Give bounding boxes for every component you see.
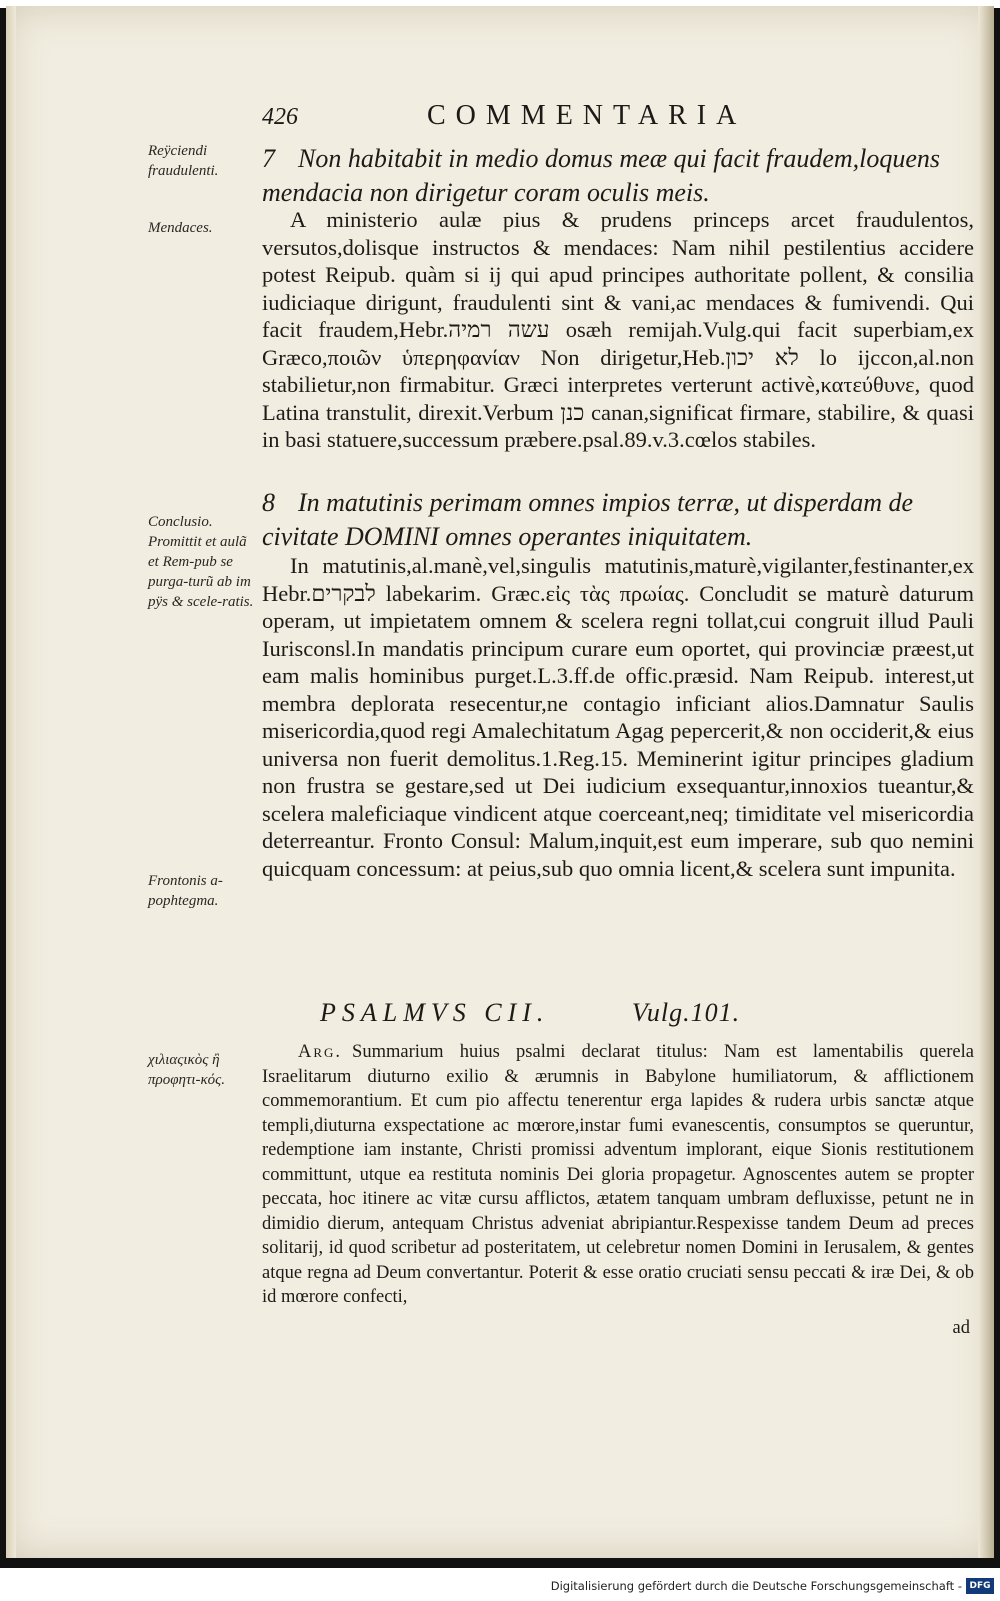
verse-text: Non habitabit in medio domus meæ qui facit fraudem,loquens mendacia non dirigetur coram oculis meis. (262, 144, 941, 207)
verse-number: 8 (262, 488, 275, 517)
commentary-text: In matutinis,al.manè,vel,singulis matutinis,maturè,vigilanter,festinanter,ex Hebr.לבקרים labekarim. Græc.εἰς τὰς πρωίας. Concludit se maturè daturum operam, ut impietatem omnem & scelera regni tollat,cui congruit illud Pauli Iurisconsl.In mandatis principum curare eum oportet, qui provinciæ præest,ut eam malis hominibus purget.L.3.ff.de offic.præsid. Nam Reipub. interest,ut membra deplorata resecentur,ne contagio inficiant alios.Damnatur Saulis misericordia,quod regi Amalechitatum Agag pepercerit,& non occiderit,& eius universa non fuerit demolitus.1.Reg.15. Meminerint igitur principes gladium non frustra se gestare,sed ut Dei iudicium exsequantur,innoxios tueantur,& scelera maleficiaque vindicent atque coerceant,neq; timiditate vel misericordia deterreantur. Fronto Consul: Malum,inquit,est eum imperare, sub quo nemini quicquam concessum: at peius,sub quo omnia licent,& scelera sunt impunita. (262, 553, 974, 881)
psalm-argument (262, 1040, 974, 1310)
verse-8-block (262, 486, 974, 554)
verse-8 (262, 486, 974, 554)
footer (0, 1575, 1000, 1601)
catchword: ad (952, 1318, 970, 1338)
page-number: 426 (262, 104, 298, 130)
dfg-logo: DFG (966, 1578, 994, 1594)
verse-text: In matutinis perimam omnes impios terræ, ut disperdam de civitate DOMINI omnes operantes iniquitatem. (262, 488, 914, 551)
vulgate-number: Vulg.101. (631, 998, 741, 1027)
page-edge-right (978, 6, 994, 1558)
argument-label: Arg. (298, 1042, 343, 1062)
psalm-heading: PSALMVS CII. (320, 998, 550, 1027)
margin-note-fronto: Frontonis a-pophtegma. (148, 873, 223, 909)
argument-text: Summarium huius psalmi declarat titulus: Nam est lamentabilis querela Israelitarum diuturno exilio & ærumnis in Babylone humiliatorum, & afflictionem commemorantium. Et cum pio affectu tenerentur erga lapides & rudera urbis sanctæ atque templi,diuturna exspectatione ac mœrore,instar fumi evanescentis, consumptos se queruntur, redemptione iam instante, Christi promissi adventum implorant, eique Sionis restitutionem committunt, utque ea restituta nominis Dei gloria propagetur. Agnoscentes autem se propter peccata, hoc itinere ac vitæ cursu afflictos, ætatem tanquam umbram defluxisse, petunt ne in dimidio dierum, antequam Christus adveniat abripiantur.Respexisse tandem Deum ad preces solitarij, id quod scribetur ad posteritatem, ut celebretur nomen Domini in Ierusalem, & gentes atque regna ad Deum convertantur. Poterit & esse oratio cruciati sensu peccati & iræ Dei, & ob id mœrore confecti, (262, 1042, 974, 1307)
page-header (262, 100, 960, 140)
margin-note-conclusio: Conclusio. Promittit et aulã et Rem-pub se purga-turũ ab im pÿs & scele-ratis. (148, 514, 254, 610)
paragraph-7 (262, 206, 974, 454)
margin-note-fraudulenti: Reÿciendi fraudulenti. (148, 143, 219, 179)
margin-note-mendaces: Mendaces. (148, 220, 213, 236)
paragraph-8 (262, 552, 974, 882)
running-head: COMMENTARIA (427, 100, 747, 131)
verse-number: 7 (262, 144, 275, 173)
margin-note-greek: χιλιαςικὸς ἢ προφητι-κός. (148, 1052, 226, 1088)
verse-7-block (262, 142, 974, 210)
verse-7 (262, 142, 974, 210)
commentary-text: A ministerio aulæ pius & prudens princeps arcet fraudulentos, versutos,dolisque instructos & mendaces: Nam nihil pestilentius accidere potest Reipub. quàm si ij qui apud principes authoritate pollent, & consilia iudiciaque dirigunt, fraudulenti sint & vani,ac mendaces & fumivendi. Qui facit fraudem,Hebr.עשה רמיה osæh remijah.Vulg.qui facit superbiam,ex Græco,ποιῶν ὑπερηφανίαν Non dirigetur,Heb.לא יכון lo ijccon,al.non stabilietur,non firmabitur. Græci interpretes verterunt activè,κατεύθυνε, quod Latina transtulit, direxit.Verbum כנן canan,significat firmare, stabilire, & quasi in basi statuere,successum præbere.psal.89.v.3.cœlos stabiles. (262, 207, 975, 452)
psalm-title (320, 998, 920, 1028)
funding-notice: Digitalisierung gefördert durch die Deutsche Forschungsgemeinschaft - (550, 1579, 962, 1593)
page-edge-left (6, 6, 16, 1558)
